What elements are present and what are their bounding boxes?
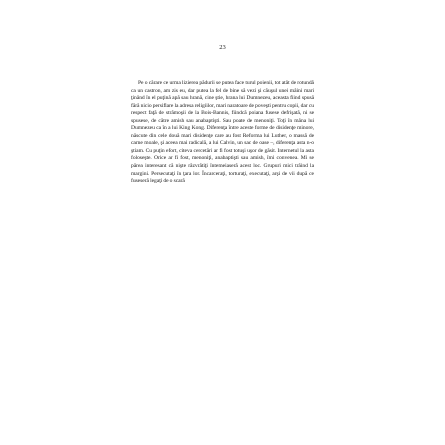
page-number: 23 (219, 44, 226, 51)
body-text (131, 80, 314, 186)
paragraph: Pe o cărare ce urma lizierea pădurii se putea face turul poienii, tot atât de rotundă ca un castron, am zis eu, dar putea la fel de bine să vezi şi căuşul unei mâini mari ţinând în el puţină apă sau hrană, cine ştie, hrana lui Dumnezeu, aceasta fiind spusă fără nicio persiflare la adresa religiilor, mari naratoare de poveşti pentru copii, dar cu respect faţă de strămoşii de la Bois-Bannis, fiindcă poiana fusese defrişată, ni se spusese, de către amish sau anabaptişti. Sau poate de menoniţi. Toţi în mâna lui Dumnezeu ca în a lui King Kong. Diferenţa între aceste forme de disidenţe minore, născute din cele două mari disidenţe care au fost Reforma lui Luther, o massă de carne moale, şi aceea mai radicală, a lui Calvin, un sac de oase –, diferenţa asta n-o ştiam. Cu puţin efort, citeva cercetări ar fi fost totuşi uşor de găsit. Internetul la asta foloseşte. Orice ar fi fost, menoniţi, anabaptişti sau amish, îmi convenea. Mi se părea interesant că nişte răzvrătiţi întemeiaseră acest loc. Grupuri mici trăind la margini. Persecutaţi în ţara lor. Încarceraţi, torturaţi, executaţi, arşi de vii după ce fuseseră legaţi de o scară (131, 80, 314, 185)
